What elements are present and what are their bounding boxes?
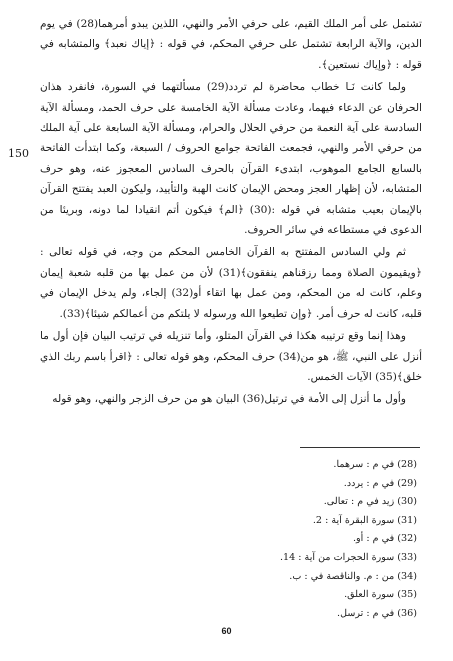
footnote-28: (28) في م : سرهما. — [333, 459, 417, 470]
footnotes — [217, 456, 417, 623]
paragraph-1: تشتمل على أمر الملك القيم، على حرفي الأمر والنهي، اللذين يبدو أمرهما(28) في يوم الدين، والآية الرابعة تشتمل على حرفي المحكم، في قوله : ﴿إياك نعبد﴾ والمتشابه في قوله : ﴿وإياك نستعين﴾. — [40, 18, 422, 71]
footnote-35: (35) سورة العلق. — [344, 589, 417, 601]
footnote-30: (30) زيد في م : تعالى. — [323, 496, 417, 508]
footnote-separator — [300, 447, 420, 448]
footnote-34: (34) من : م. والناقصة في : ب. — [289, 570, 417, 582]
paragraph-2: ولما كانت نَـا خطاب محاضرة لم تردد(29) مسألتهما في السورة، فانفرد هذان الحرفان عن الدعاء فيهما، وعادت مسألة الآية الخامسة على حرف الحمد، ومسألة الآية السادسة على آية النعمة من حرفي الحلال والحرام، ومسألة الآية السابعة على آية الملك من حرفي الأمر والنهي، فجمعت الفاتحة جوامع الحروف / السبعة، وكما ابتدأت الفاتحة بالسابع الجامع الموهوب، ابتدىء القرآن بالحرف السادس المعجوز عنه، وهو حرف المتشابه، لأن إظهار العجز ومحض الإيمان كانت الهبة والتأييد، وليكون العبد يفتتح القرآن بالإيمان بعيب متشابه في قوله :(30) ﴿الم﴾ فيكون أتم انقيادا لما دونه، وبريئا من الدعوى في مستطاعه في سائر الحروف. — [40, 81, 422, 237]
footnote-36: (36) في م : ترسل. — [337, 607, 417, 619]
footnote-31: (31) سورة البقرة آية : 2. — [312, 514, 417, 526]
main-text — [40, 14, 422, 412]
paragraph-5: وأول ما أنزل إلى الأمة في ترتيل(36) البيان هو من حرف الزجر والنهي، وهو قوله — [52, 393, 406, 406]
footnote-33: (33) سورة الحجرات من آية : 14. — [279, 551, 417, 563]
footnote-32: (32) في م : أو. — [352, 533, 417, 545]
page-number: 60 — [221, 626, 232, 636]
paragraph-4: وهذا إنما وقع ترتيبه هكذا في القرآن المتلو، وأما تنزيله في ترتيب البيان فإن أول ما أنزل على النبي، ﷺ، هو من(34) حرف المحكم، وهو قوله تعالى : ﴿اقرأ باسم ربك الذي خلق﴾(35) الآيات الخمس. — [40, 330, 423, 383]
footnote-29: (29) في م : يردد. — [343, 477, 417, 489]
paragraph-3: ثم ولي السادس المفتتح به القرآن الخامس المحكم من وجه، في قوله تعالى : ﴿ويقيمون الصلاة ومما رزقناهم ينفقون﴾(31) لأن من عمل بها من قلبه شعبة إيمان وعلم، كانت له من المحكم، ومن عمل بها اتقاء أو(32) إلجاء، ولم يدخل الإيمان في قلبه، كانت له حرف أمر. ﴿وإن تطيعوا الله ورسوله لا يلتكم من أعمالكم شيئا﴾(33). — [40, 246, 423, 320]
margin-page-reference: 150 — [8, 147, 29, 160]
